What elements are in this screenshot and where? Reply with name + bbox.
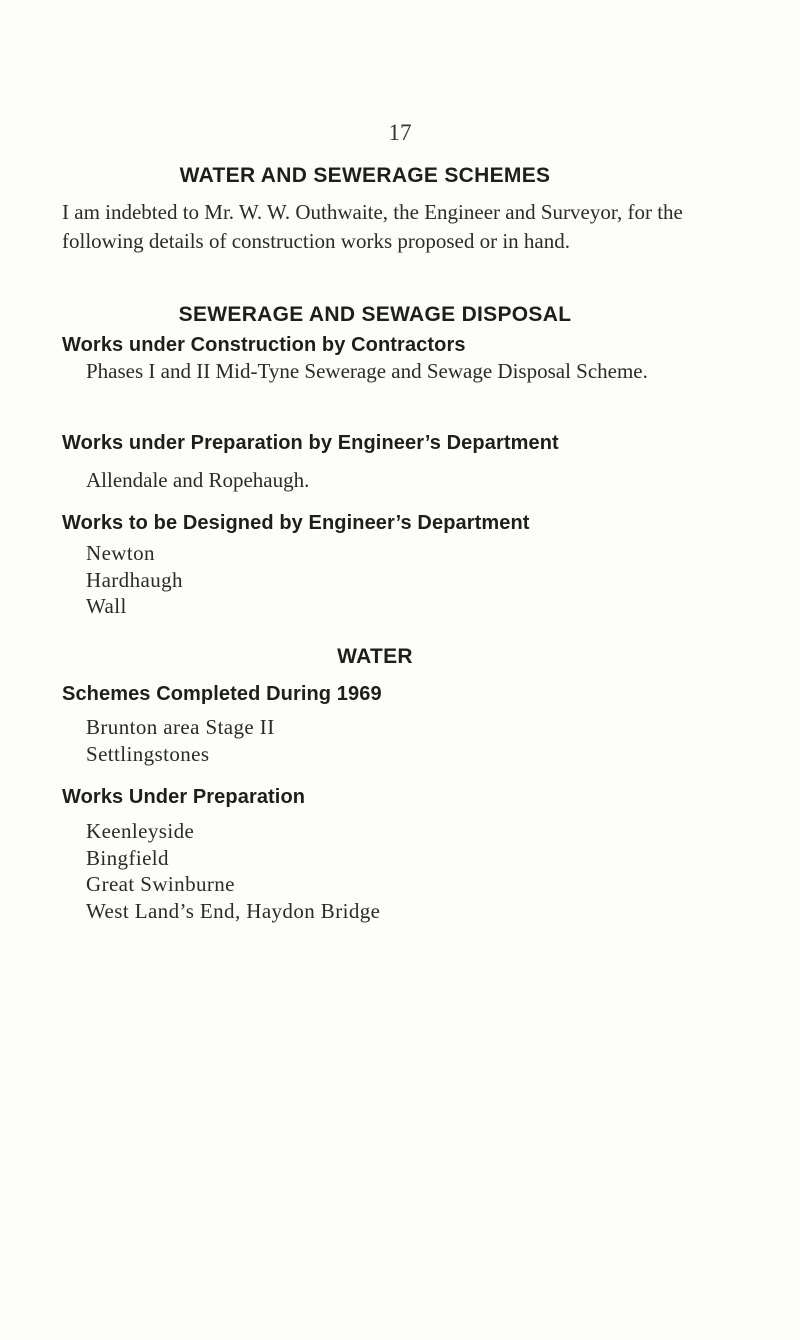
contractors-subheading: Works under Construction by Contractors: [62, 334, 466, 356]
list-item: Hardhaugh: [86, 567, 183, 592]
intro-paragraph: I am indebted to Mr. W. W. Outhwaite, the Engineer and Surveyor, for the following details of construction works proposed or in hand.: [62, 200, 683, 253]
list-item: Brunton area Stage II: [86, 715, 275, 739]
page-title: WATER AND SEWERAGE SCHEMES: [179, 164, 551, 187]
list-item: Newton: [86, 541, 155, 565]
water-preparation-list: [86, 818, 380, 924]
sewerage-section-heading: SEWERAGE AND SEWAGE DISPOSAL: [178, 303, 572, 326]
contractors-text: Phases I and II Mid-Tyne Sewerage and Sewage Disposal Scheme.: [86, 359, 648, 383]
water-preparation-subheading: Works Under Preparation: [62, 786, 306, 808]
list-item: Wall: [86, 594, 127, 618]
completed-subheading: Schemes Completed During 1969: [62, 683, 382, 705]
water-section-heading: WATER: [337, 645, 413, 668]
engineer-preparation-text: Allendale and Ropehaugh.: [86, 468, 310, 492]
list-item: Settlingstones: [86, 741, 210, 766]
list-item: Great Swinburne: [86, 872, 235, 896]
list-item: West Land’s End, Haydon Bridge: [86, 898, 381, 923]
engineer-preparation-subheading: Works under Preparation by Engineer’s Department: [62, 432, 559, 454]
completed-list: [86, 714, 275, 767]
list-item: Bingfield: [86, 845, 169, 870]
designed-subheading: Works to be Designed by Engineer’s Department: [62, 512, 530, 534]
list-item: Keenleyside: [86, 819, 195, 843]
page-number: 17: [388, 120, 412, 145]
designed-list: [86, 540, 183, 620]
